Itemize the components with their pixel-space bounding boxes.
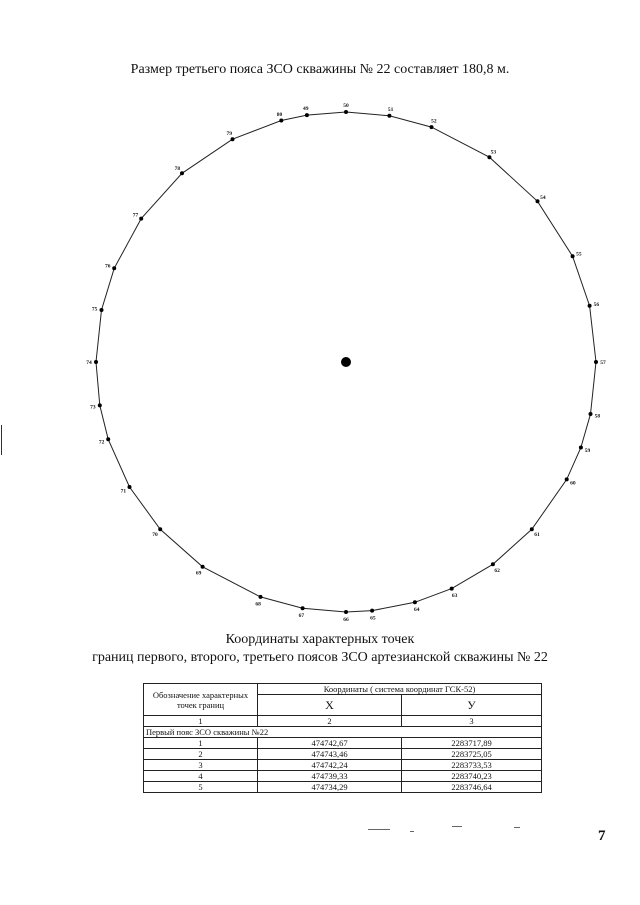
boundary-point-marker	[128, 485, 132, 489]
boundary-point-marker	[571, 254, 575, 258]
boundary-point-label: 52	[431, 118, 437, 125]
boundary-point-label: 78	[174, 166, 181, 172]
y-cell: 2283740,23	[402, 771, 542, 782]
boundary-point-marker	[344, 110, 348, 114]
boundary-point-label: 67	[298, 613, 305, 620]
boundary-point-label: 50	[343, 103, 349, 109]
boundary-point-label: 54	[540, 194, 546, 201]
point-cell: 1	[144, 738, 258, 749]
boundary-point-label: 58	[594, 413, 601, 420]
scan-artifact	[452, 826, 462, 827]
boundary-point-label: 66	[343, 617, 349, 623]
boundary-point-label: 76	[104, 263, 111, 270]
boundary-point-label: 64	[414, 607, 420, 613]
column-number-1: 1	[144, 716, 258, 727]
boundary-point-label: 70	[152, 532, 158, 538]
boundary-point-marker	[530, 527, 534, 531]
boundary-point-label: 77	[132, 212, 139, 219]
boundary-point-label: 69	[195, 570, 202, 577]
boundary-point-marker	[588, 304, 592, 308]
boundary-point-marker	[259, 595, 263, 599]
boundary-point-label: 65	[370, 615, 376, 622]
scan-artifact	[368, 829, 390, 830]
coordinates-system-header: Координаты ( система координат ГСК-52)	[258, 684, 542, 695]
boundary-point-marker	[94, 360, 98, 364]
x-cell: 474739,33	[258, 771, 402, 782]
boundary-point-label: 80	[276, 111, 283, 118]
point-designation-header: Обозначение характерных точек границ	[144, 684, 258, 716]
scan-edge-mark	[1, 425, 2, 455]
point-cell: 4	[144, 771, 258, 782]
boundary-point-marker	[305, 113, 309, 117]
boundary-point-label: 60	[570, 480, 576, 487]
y-column-header: У	[402, 695, 542, 716]
table-row	[144, 771, 542, 782]
boundary-point-label: 49	[303, 106, 309, 113]
y-cell: 2283725,05	[402, 749, 542, 760]
zone-boundary-diagram	[0, 90, 640, 630]
boundary-point-marker	[106, 437, 110, 441]
column-number-3: 3	[402, 716, 542, 727]
x-column-header: X	[258, 695, 402, 716]
boundary-point-label: 75	[91, 306, 98, 313]
boundary-point-label: 79	[226, 131, 233, 137]
section-row-first-zone: Первый пояс ЗСО скважины №22	[144, 727, 542, 738]
boundary-point-label: 61	[534, 532, 540, 538]
boundary-point-label: 73	[90, 404, 96, 411]
boundary-point-marker	[491, 562, 495, 566]
coordinates-table	[143, 683, 542, 793]
y-cell: 2283746,64	[402, 782, 542, 793]
boundary-point-label: 56	[593, 302, 600, 309]
boundary-point-marker	[139, 217, 143, 221]
scan-artifact	[514, 827, 520, 828]
boundary-point-marker	[536, 199, 540, 203]
boundary-point-label: 53	[490, 149, 497, 156]
well-center-point	[341, 357, 351, 367]
boundary-point-label: 71	[120, 488, 127, 495]
table-row	[144, 749, 542, 760]
boundary-point-marker	[112, 266, 116, 270]
boundary-point-marker	[370, 609, 374, 613]
boundary-point-marker	[231, 137, 235, 141]
point-cell: 2	[144, 749, 258, 760]
boundary-point-marker	[344, 610, 348, 614]
scan-artifact	[410, 831, 414, 832]
boundary-point-label: 62	[494, 567, 500, 574]
boundary-point-marker	[158, 527, 162, 531]
boundary-point-marker	[201, 565, 205, 569]
boundary-point-marker	[98, 403, 102, 407]
boundary-point-marker	[487, 155, 491, 159]
table-title-line2: границ первого, второго, третьего поясов ЗСО артезианской скважины № 22	[92, 650, 548, 665]
boundary-point-marker	[387, 114, 391, 118]
table-row	[144, 738, 542, 749]
x-cell: 474743,46	[258, 749, 402, 760]
table-title-line1: Координаты характерных точек	[225, 632, 415, 647]
boundary-point-label: 63	[451, 592, 458, 599]
page-number: 7	[598, 828, 606, 844]
boundary-point-label: 68	[255, 601, 261, 608]
boundary-point-label: 55	[576, 251, 582, 258]
point-cell: 3	[144, 760, 258, 771]
boundary-point-marker	[450, 587, 454, 591]
x-cell: 474742,67	[258, 738, 402, 749]
boundary-point-marker	[565, 477, 569, 481]
point-cell: 5	[144, 782, 258, 793]
y-cell: 2283717,89	[402, 738, 542, 749]
boundary-point-marker	[413, 600, 417, 604]
boundary-point-label: 51	[387, 106, 394, 113]
zone-size-statement: Размер третьего пояса ЗСО скважины № 22 составляет 180,8 м.	[130, 62, 510, 77]
boundary-point-label: 72	[98, 439, 105, 446]
boundary-point-marker	[594, 360, 598, 364]
boundary-point-label: 57	[600, 360, 606, 366]
x-cell: 474734,29	[258, 782, 402, 793]
table-row	[144, 760, 542, 771]
boundary-point-label: 59	[584, 447, 591, 454]
boundary-point-marker	[180, 171, 184, 175]
boundary-point-marker	[589, 412, 593, 416]
boundary-point-marker	[279, 119, 283, 123]
column-number-2: 2	[258, 716, 402, 727]
boundary-point-label: 74	[86, 360, 92, 366]
boundary-point-marker	[430, 125, 434, 129]
x-cell: 474742,24	[258, 760, 402, 771]
boundary-point-marker	[579, 446, 583, 450]
table-row	[144, 782, 542, 793]
y-cell: 2283733,53	[402, 760, 542, 771]
boundary-point-marker	[301, 606, 305, 610]
boundary-point-marker	[100, 308, 104, 312]
